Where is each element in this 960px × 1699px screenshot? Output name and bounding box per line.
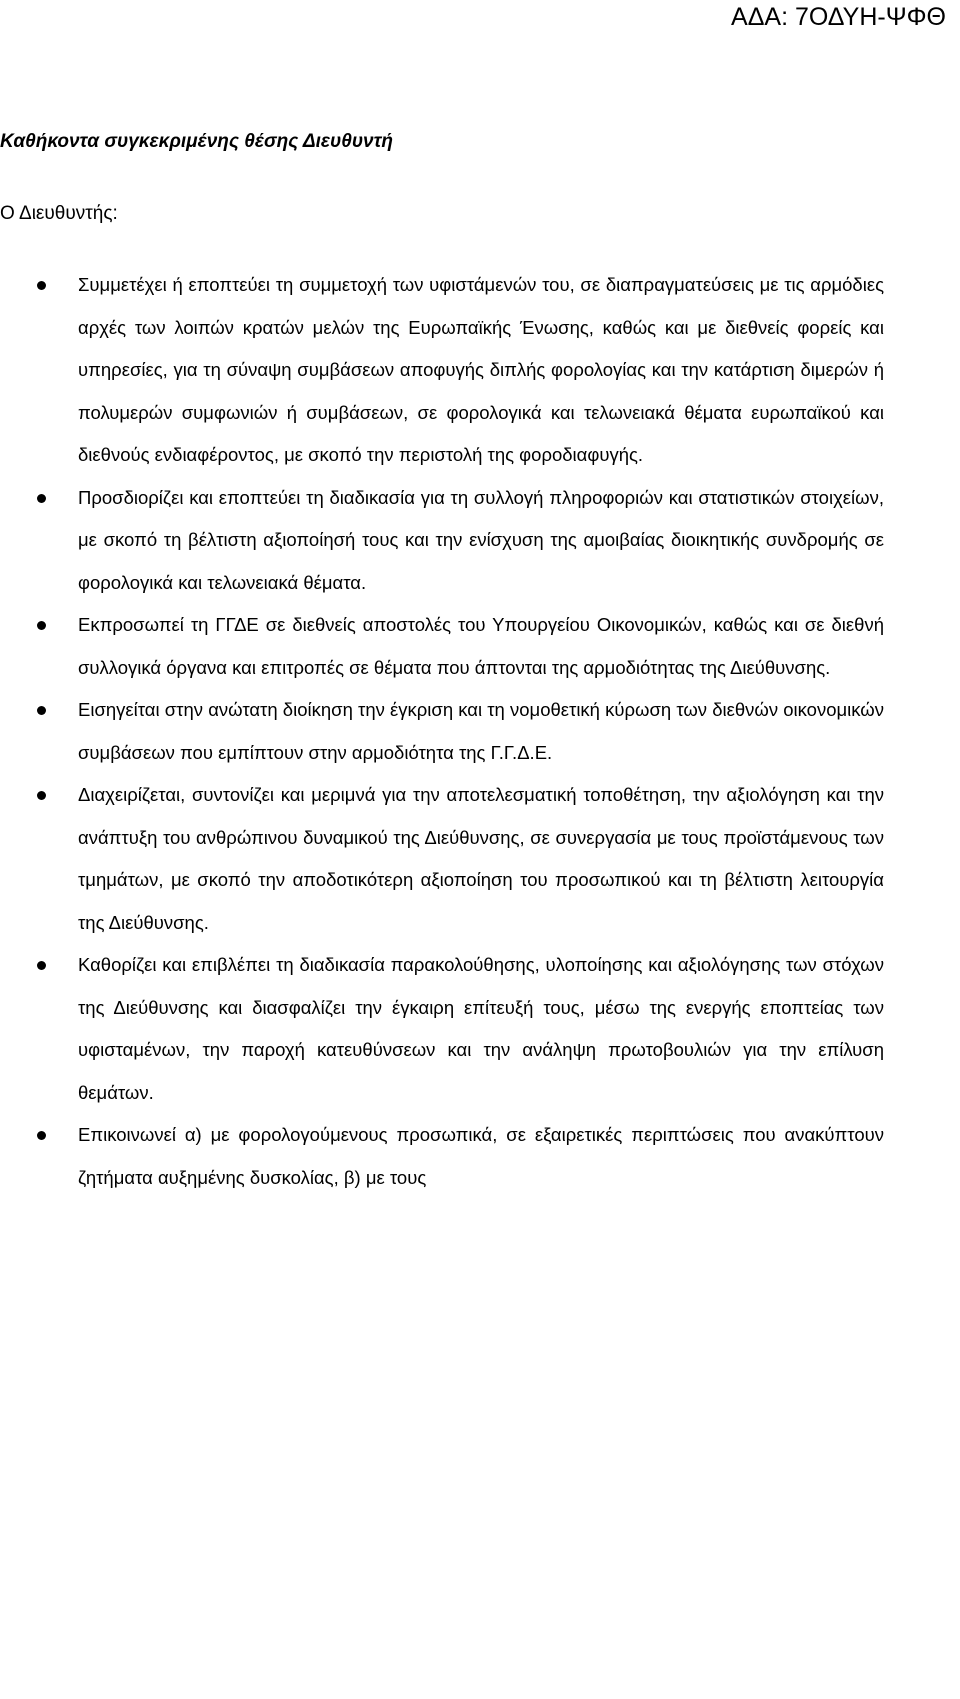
duty-text: Συμμετέχει ή εποπτεύει τη συμμετοχή των υφιστάμενών του, σε διαπραγματεύσεις με τις αρμόδιες αρχές των λοιπών κρατών μελών της Ευρωπαϊκής Ένωσης, καθώς και με διεθνείς φορείς και υπηρεσίες, για τη σύναψη συμβάσεων αποφυγής διπλής φορολογίας και την κατάρτιση διμερών ή πολυμερών συμφωνιών ή συμβάσεων, σε φορολογικά και τελωνειακά θέματα ευρωπαϊκού και διεθνούς ενδιαφέροντος, με σκοπό την περιστολή της φοροδιαφυγής. — [78, 274, 884, 465]
bullet-icon — [37, 791, 46, 800]
duty-item — [0, 264, 884, 477]
duty-text: Διαχειρίζεται, συντονίζει και μεριμνά για την αποτελεσματική τοποθέτηση, την αξιολόγηση και την ανάπτυξη του ανθρώπινου δυναμικού της Διεύθυνσης, σε συνεργασία με τους προϊστάμενους των τμημάτων, με σκοπό την αποδοτικότερη αξιοποίηση του προσωπικού και τη βέλτιστη λειτουργία της Διεύθυνσης. — [78, 784, 884, 933]
duty-item — [0, 689, 884, 774]
intro-text: Ο Διευθυντής: — [0, 203, 118, 224]
duty-text: Εισηγείται στην ανώτατη διοίκηση την έγκριση και τη νομοθετική κύρωση των διεθνών οικονομικών συμβάσεων που εμπίπτουν στην αρμοδιότητα της Γ.Γ.Δ.Ε. — [78, 699, 884, 763]
bullet-icon — [37, 706, 46, 715]
duties-list — [0, 264, 884, 1199]
document-title: Καθήκοντα συγκεκριμένης θέσης Διευθυντή — [0, 131, 393, 152]
duty-item — [0, 604, 884, 689]
ada-code: ΑΔΑ: 7ΟΔΥΗ-ΨΦΘ — [731, 3, 946, 31]
duty-text: Εκπροσωπεί τη ΓΓΔΕ σε διεθνείς αποστολές του Υπουργείου Οικονομικών, καθώς και σε διεθνή συλλογικά όργανα και επιτροπές σε θέματα που άπτονται της αρμοδιότητας της Διεύθυνσης. — [78, 614, 884, 678]
bullet-icon — [37, 621, 46, 630]
duty-item — [0, 477, 884, 605]
duty-item — [0, 944, 884, 1114]
bullet-icon — [37, 494, 46, 503]
duty-text: Καθορίζει και επιβλέπει τη διαδικασία παρακολούθησης, υλοποίησης και αξιολόγησης των στόχων της Διεύθυνσης και διασφαλίζει την έγκαιρη επίτευξή τους, μέσω της ενεργής εποπτείας των υφισταμένων, την παροχή κατευθύνσεων και την ανάληψη πρωτοβουλιών για την επίλυση θεμάτων. — [78, 954, 884, 1103]
duty-item — [0, 1114, 884, 1199]
bullet-icon — [37, 281, 46, 290]
duty-text: Επικοινωνεί α) με φορολογούμενους προσωπικά, σε εξαιρετικές περιπτώσεις που ανακύπτουν ζητήματα αυξημένης δυσκολίας, β) με τους — [78, 1124, 884, 1188]
duty-item — [0, 774, 884, 944]
duty-text: Προσδιορίζει και εποπτεύει τη διαδικασία για τη συλλογή πληροφοριών και στατιστικών στοιχείων, με σκοπό τη βέλτιστη αξιοποίησή τους και την ενίσχυση της αμοιβαίας διοικητικής συνδρομής σε φορολογικά και τελωνειακά θέματα. — [78, 486, 884, 593]
bullet-icon — [37, 961, 46, 970]
bullet-icon — [37, 1131, 46, 1140]
